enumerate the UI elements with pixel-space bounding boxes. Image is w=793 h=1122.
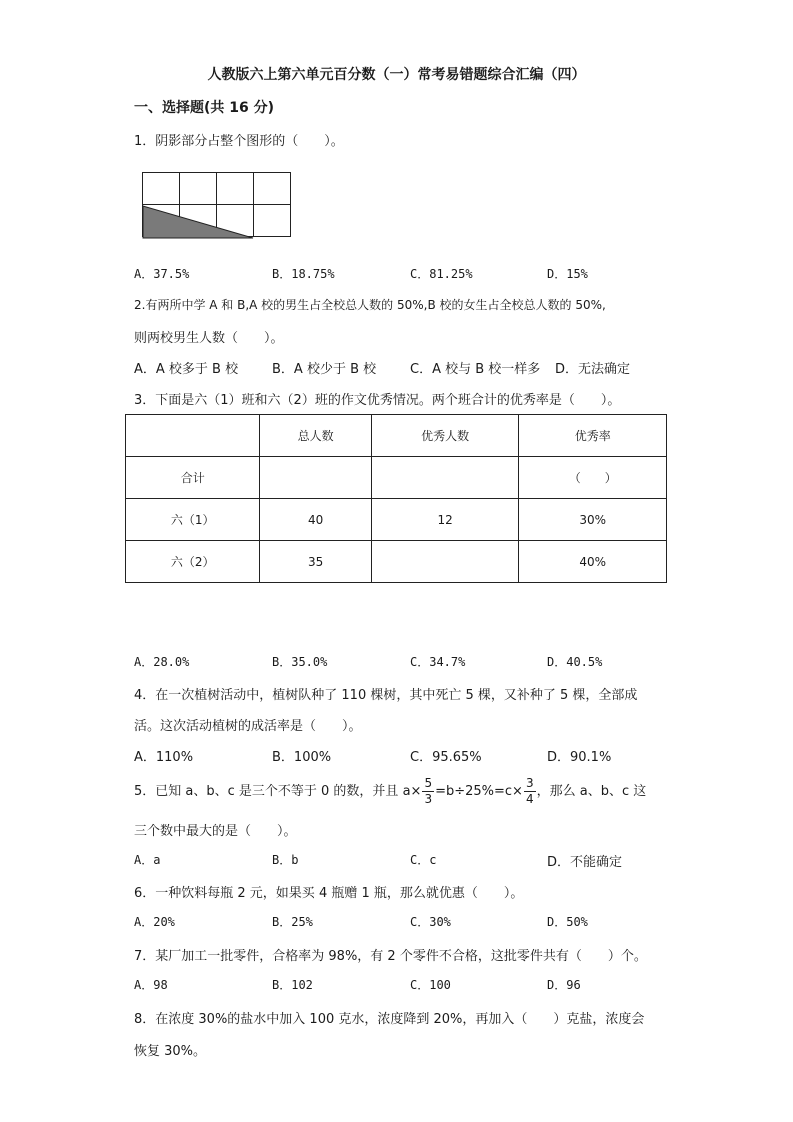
q5-option-d[interactable]: D．不能确定 bbox=[547, 855, 623, 870]
table-cell bbox=[260, 457, 371, 499]
question-4-line2: 活。这次活动植树的成活率是（ ）。 bbox=[134, 719, 362, 734]
q3-option-d[interactable]: D．40.5% bbox=[547, 655, 603, 669]
table-cell: 40% bbox=[519, 541, 667, 583]
table-cell: 合计 bbox=[126, 457, 260, 499]
q5-text-mid: =b÷25%=c× bbox=[435, 784, 523, 799]
question-4-line1: 4．在一次植树活动中，植树队种了 110 棵树，其中死亡 5 棵，又补种了 5 棵，全部成 bbox=[134, 688, 638, 703]
table-cell: 30% bbox=[519, 499, 667, 541]
question-6-text: 6．一种饮料每瓶 2 元，如果买 4 瓶赠 1 瓶，那么就优惠（ ）。 bbox=[134, 886, 524, 901]
table-header: 优秀率 bbox=[519, 415, 667, 457]
excellence-table bbox=[125, 414, 667, 583]
q1-option-b[interactable]: B．18.75% bbox=[272, 267, 335, 281]
q4-option-d[interactable]: D．90.1% bbox=[547, 750, 612, 765]
q5-option-a[interactable]: A．a bbox=[134, 853, 161, 867]
q4-option-b[interactable]: B．100% bbox=[272, 750, 332, 765]
q3-option-a[interactable]: A．28.0% bbox=[134, 655, 190, 669]
q2-option-d[interactable]: D．无法确定 bbox=[555, 362, 631, 377]
q1-option-c[interactable]: C．81.25% bbox=[410, 267, 473, 281]
table-header-row bbox=[126, 415, 667, 457]
fraction-denominator: 3 bbox=[424, 792, 433, 806]
table-cell: （ ） bbox=[519, 457, 667, 499]
q2-option-b[interactable]: B．A 校少于 B 校 bbox=[272, 362, 377, 377]
q7-option-b[interactable]: B．102 bbox=[272, 978, 313, 992]
table-cell: 35 bbox=[260, 541, 371, 583]
table-cell bbox=[371, 457, 519, 499]
question-5-line1 bbox=[134, 775, 646, 809]
q7-option-a[interactable]: A．98 bbox=[134, 978, 168, 992]
table-header: 优秀人数 bbox=[371, 415, 519, 457]
fraction-numerator: 5 bbox=[424, 776, 433, 790]
section-heading: 一、选择题(共 16 分) bbox=[134, 100, 275, 116]
q7-option-c[interactable]: C．100 bbox=[410, 978, 451, 992]
table-cell: 40 bbox=[260, 499, 371, 541]
q3-option-c[interactable]: C．34.7% bbox=[410, 655, 466, 669]
q5-option-b[interactable]: B．b bbox=[272, 853, 299, 867]
q3-option-b[interactable]: B．35.0% bbox=[272, 655, 328, 669]
question-8-line1: 8．在浓度 30%的盐水中加入 100 克水，浓度降到 20%，再加入（ ）克盐，浓度会 bbox=[134, 1012, 645, 1027]
question-5-line2: 三个数中最大的是（ ）。 bbox=[134, 824, 297, 839]
question-8-line2: 恢复 30%。 bbox=[134, 1044, 207, 1059]
table-cell bbox=[371, 541, 519, 583]
q7-option-d[interactable]: D．96 bbox=[547, 978, 581, 992]
q4-option-a[interactable]: A．110% bbox=[134, 750, 194, 765]
page-title: 人教版六上第六单元百分数（一）常考易错题综合汇编（四） bbox=[207, 67, 586, 83]
q6-option-b[interactable]: B．25% bbox=[272, 915, 313, 929]
table-header: 总人数 bbox=[260, 415, 371, 457]
q5-option-c[interactable]: C．c bbox=[410, 853, 437, 867]
q6-option-c[interactable]: C．30% bbox=[410, 915, 451, 929]
shaded-triangle bbox=[142, 172, 292, 239]
fraction-3-4 bbox=[524, 776, 536, 807]
table-row bbox=[126, 457, 667, 499]
table-cell: 12 bbox=[371, 499, 519, 541]
table-row bbox=[126, 499, 667, 541]
fraction-denominator: 4 bbox=[525, 792, 534, 806]
fraction-5-3 bbox=[422, 776, 434, 807]
question-2-line2: 则两校男生人数（ ）。 bbox=[134, 331, 284, 346]
q2-option-c[interactable]: C．A 校与 B 校一样多 bbox=[410, 362, 541, 377]
q4-option-c[interactable]: C．95.65% bbox=[410, 750, 482, 765]
question-1-text: 1．阴影部分占整个图形的（ ）。 bbox=[134, 134, 344, 149]
table-header bbox=[126, 415, 260, 457]
table-cell: 六（1） bbox=[126, 499, 260, 541]
q6-option-d[interactable]: D．50% bbox=[547, 915, 588, 929]
q6-option-a[interactable]: A．20% bbox=[134, 915, 175, 929]
table-row bbox=[126, 541, 667, 583]
q1-option-a[interactable]: A．37.5% bbox=[134, 267, 190, 281]
q2-option-a[interactable]: A．A 校多于 B 校 bbox=[134, 362, 239, 377]
question-3-text: 3．下面是六（1）班和六（2）班的作文优秀情况。两个班合计的优秀率是（ ）。 bbox=[134, 393, 621, 408]
q5-text-pre: 5．已知 a、b、c 是三个不等于 0 的数，并且 a× bbox=[134, 784, 422, 799]
q1-option-d[interactable]: D．15% bbox=[547, 267, 588, 281]
question-2-line1: 2.有两所中学 A 和 B,A 校的男生占全校总人数的 50%,B 校的女生占全校总人数的 50%, bbox=[134, 298, 606, 312]
question-7-text: 7．某厂加工一批零件，合格率为 98%，有 2 个零件不合格，这批零件共有（ ）个。 bbox=[134, 949, 647, 964]
q5-text-post: ，那么 a、b、c 这 bbox=[536, 784, 647, 799]
table-cell: 六（2） bbox=[126, 541, 260, 583]
fraction-numerator: 3 bbox=[525, 776, 534, 790]
